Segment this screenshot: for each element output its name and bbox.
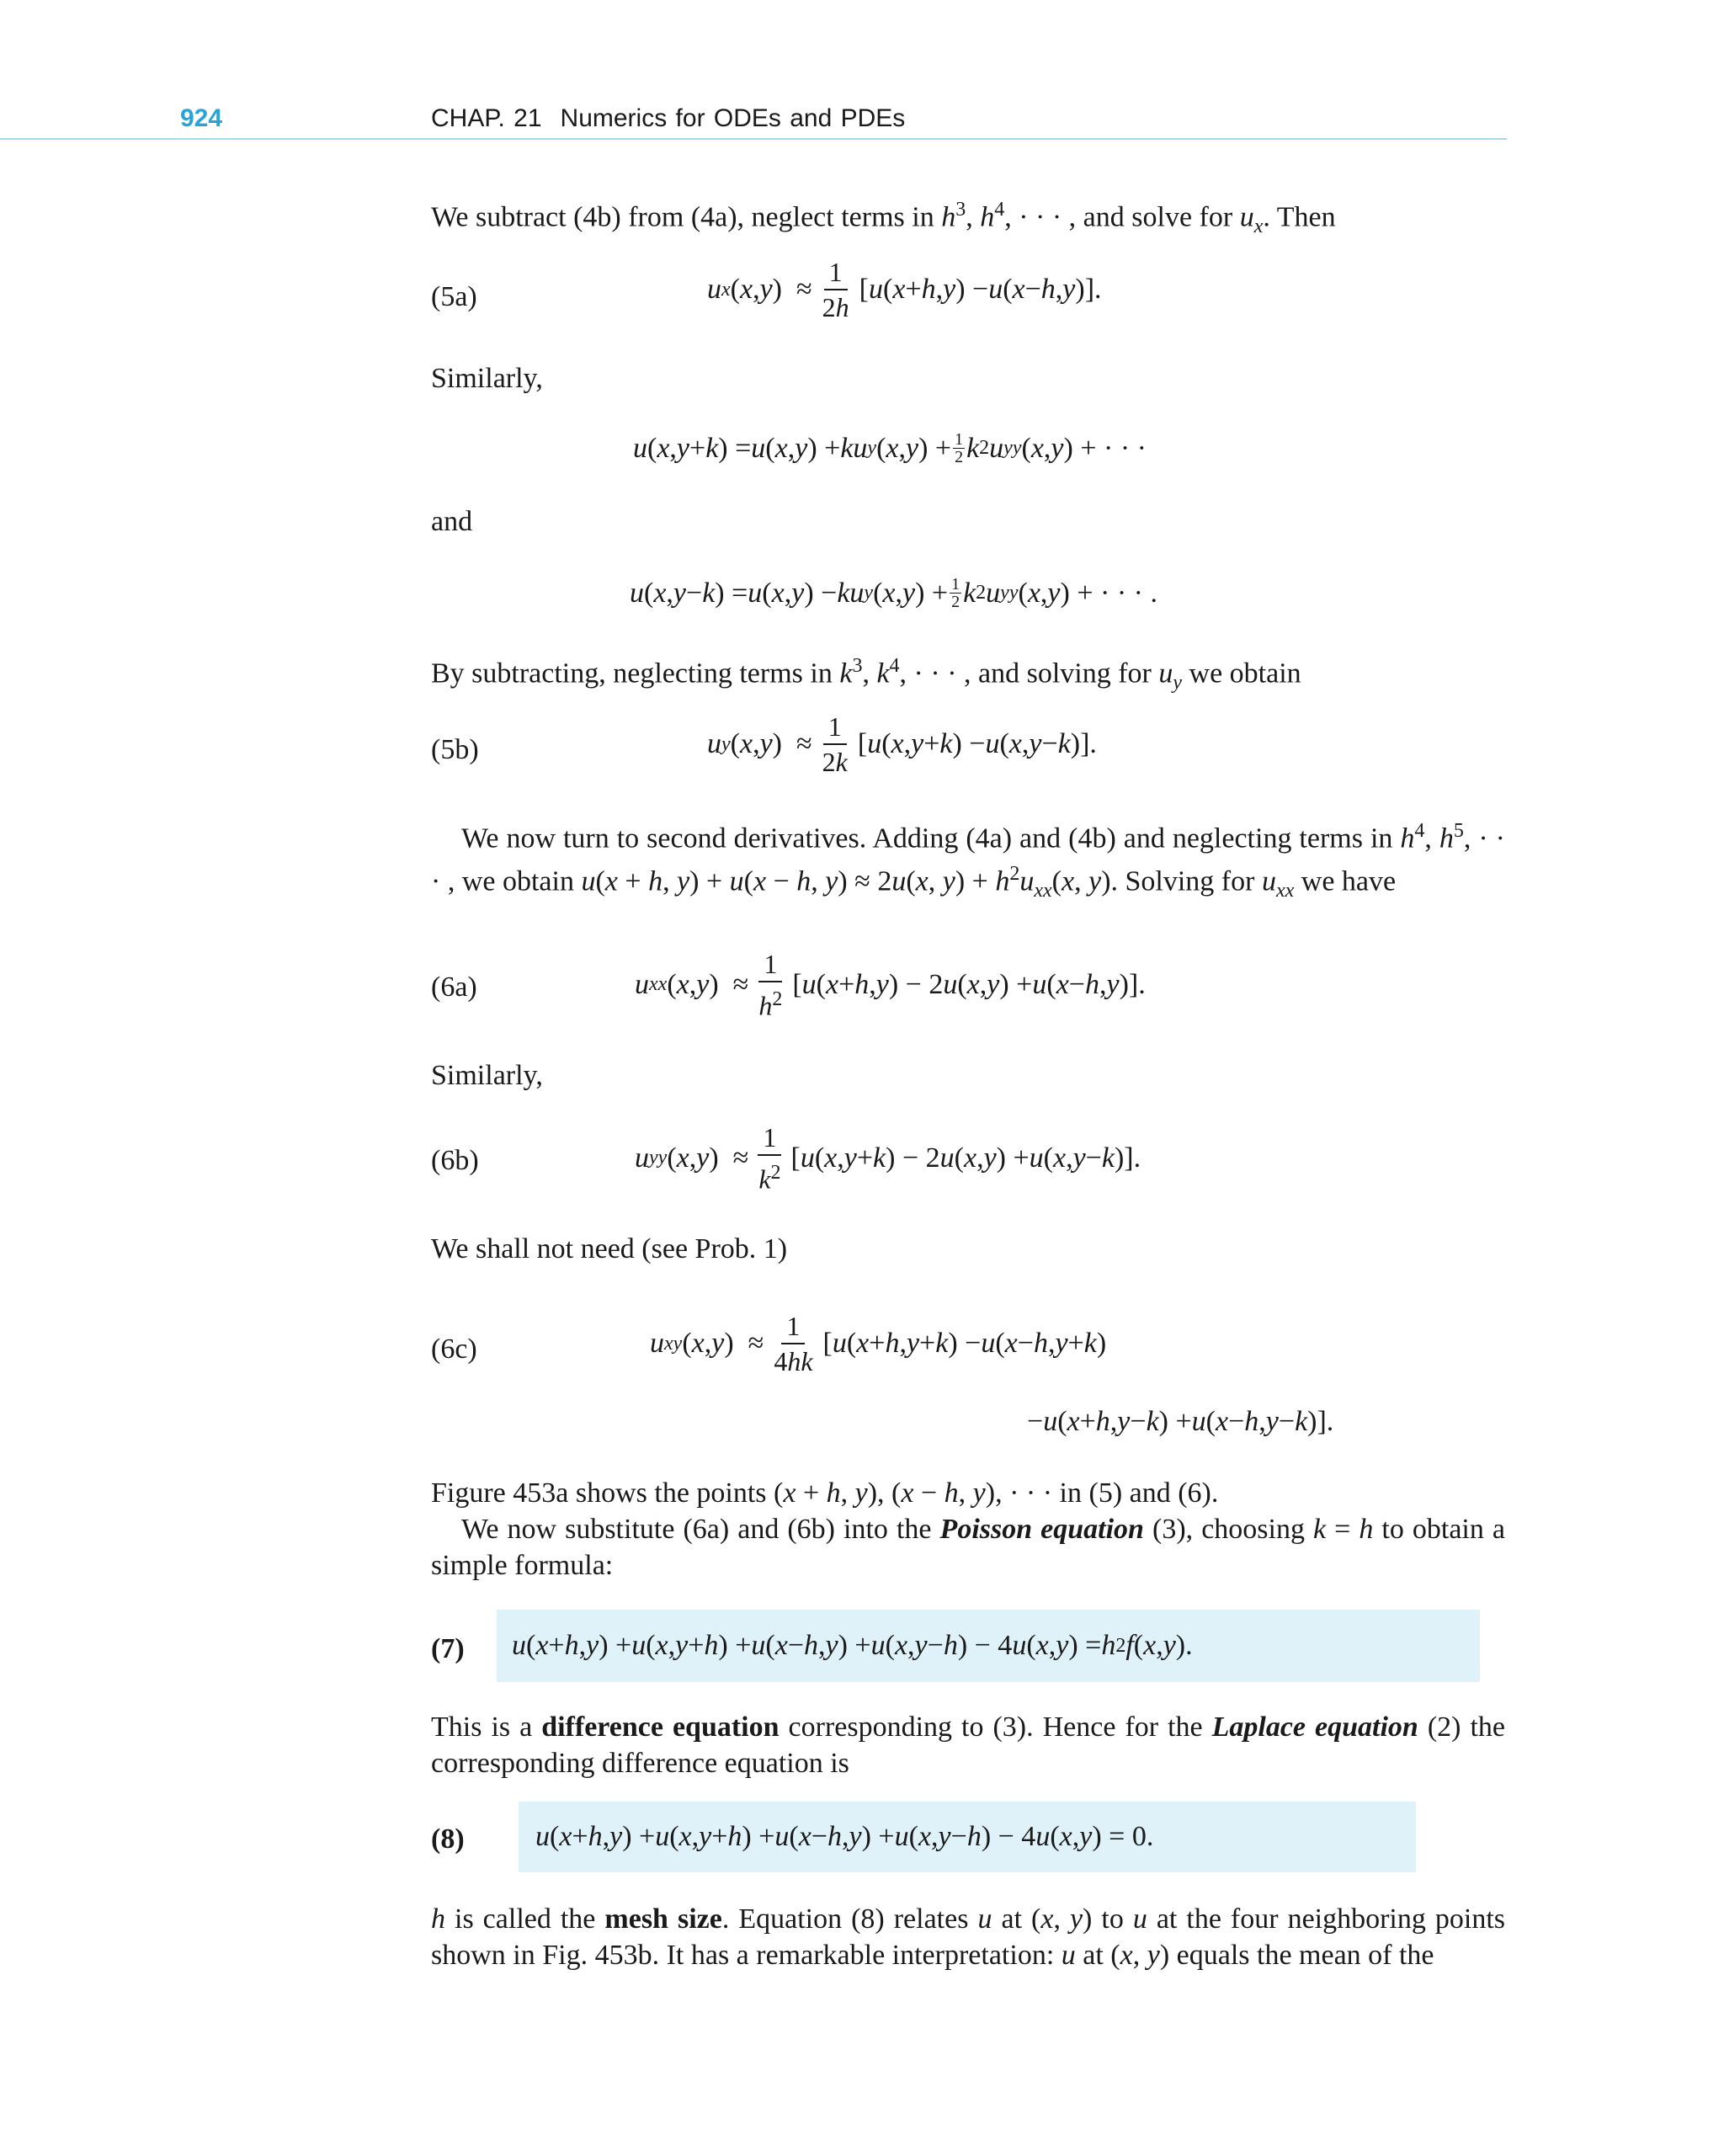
paragraph-difference-equation: This is a difference equation corresponding to (3). Hence for the Laplace equation (2) the corresponding difference equation is [431,1711,1506,1779]
paragraph-mesh-size: h is called the mesh size. Equation (8) relates u at (x, y) to u at the four neighboring points shown in Fig. 453b. It has a remarkable interpretation: u at (x, y) equals the mean of the [431,1903,1505,1971]
equation-taylor-plus-k: u ( x , y + k ) = u ( x , y ) + ku y ( x , y ) + $\frac{1}{2}$ k 2 u yy ( x , y ) + · · · [633,430,1147,466]
equation-6c-line2: − u ( x + h , y − k ) + u ( x − h , y − k )]. [1027,1406,1334,1437]
paragraph-intro: We subtract (4b) from (4a), neglect terms in $h^3$, $h^4$, · · · , and solve for $u_x$. Then [431,199,1336,238]
equation-number-6a: (6a) [431,972,477,1003]
equation-number-6c: (6c) [431,1334,477,1365]
chapter-label: CHAP. 21 [431,104,542,132]
equation-7: u ( x + h , y ) + u ( x , y + h ) + u ( x − h , y ) + u ( x , y − h ) − 4 u ( x , y ) = h 2 f ( x , y ). [512,1630,1193,1661]
equation-number-6b: (6b) [431,1145,479,1176]
equation-number-8: (8) [431,1823,465,1855]
equation-6c-line1: u xy ( x , y ) ≈ $\frac{1}{4hk}$ [ u ( x + h , y + k ) − u ( x − h , y + k ) [650,1311,1107,1376]
equation-number-7: (7) [431,1633,465,1664]
paragraph-not-need: We shall not need (see Prob. 1) [431,1233,788,1264]
equation-6a: u xx ( x , y ) ≈ $\frac{1}{h^2}$ [ u ( x + h , y ) − 2 u ( x , y ) + u ( x − h , y )]. [635,949,1146,1021]
paragraph-similarly-1: Similarly, [431,363,543,394]
paragraph-subtracting: By subtracting, neglecting terms in $k^3$, $k^4$, · · · , and solving for $u_y$ we obtain [431,655,1301,695]
equation-8-box [519,1802,1416,1872]
paragraph-second-derivatives: We now turn to second derivatives. Adding (4a) and (4b) and neglecting terms in $h^4$, $h^5$, · · · , we obtain u(x + h, y) + u(x − h, y) ≈ 2u(x, $y) + h^2u_{xx}(x$, y). Solving for $u_{xx}$ we have [431,820,1506,902]
page-number: 924 [180,104,223,132]
equation-5a: u x ( x , y ) ≈ $\frac{1}{2h}$ [ u ( x + h , y ) − u ( x − h , y )]. [707,257,1102,322]
header-rule [0,138,1507,140]
paragraph-similarly-2: Similarly, [431,1060,543,1091]
running-header [431,104,905,133]
equation-8: u ( x + h , y ) + u ( x , y + h ) + u ( x − h , y ) + u ( x , y − h ) − 4 u ( x , y ) = 0. [535,1821,1154,1852]
chapter-title: Numerics for ODEs and PDEs [560,104,906,132]
equation-number-5b: (5b) [431,734,479,765]
equation-6b: u yy ( x , y ) ≈ $\frac{1}{k^2}$ [ u ( x , y + k ) − 2 u ( x , y ) + u ( x , y − k )]. [635,1122,1141,1195]
equation-5b: u y ( x , y ) ≈ $\frac{1}{2k}$ [ u ( x , y + k ) − u ( x , y − k )]. [707,711,1097,777]
equation-number-5a: (5a) [431,281,477,312]
equation-taylor-minus-k: u ( x , y − k ) = u ( x , y ) − ku y ( x , y ) + $\frac{1}{2}$ k 2 u yy ( x , y ) + · · · . [630,575,1157,611]
paragraph-poisson: We now substitute (6a) and (6b) into the Poisson equation (3), choosing k = h to obtain a simple formula: [431,1514,1505,1581]
paragraph-and: and [431,506,473,537]
equation-7-box [497,1610,1480,1682]
paragraph-figure-ref: Figure 453a shows the points (x + h, y), (x − h, y), · · · in (5) and (6). [431,1477,1219,1509]
